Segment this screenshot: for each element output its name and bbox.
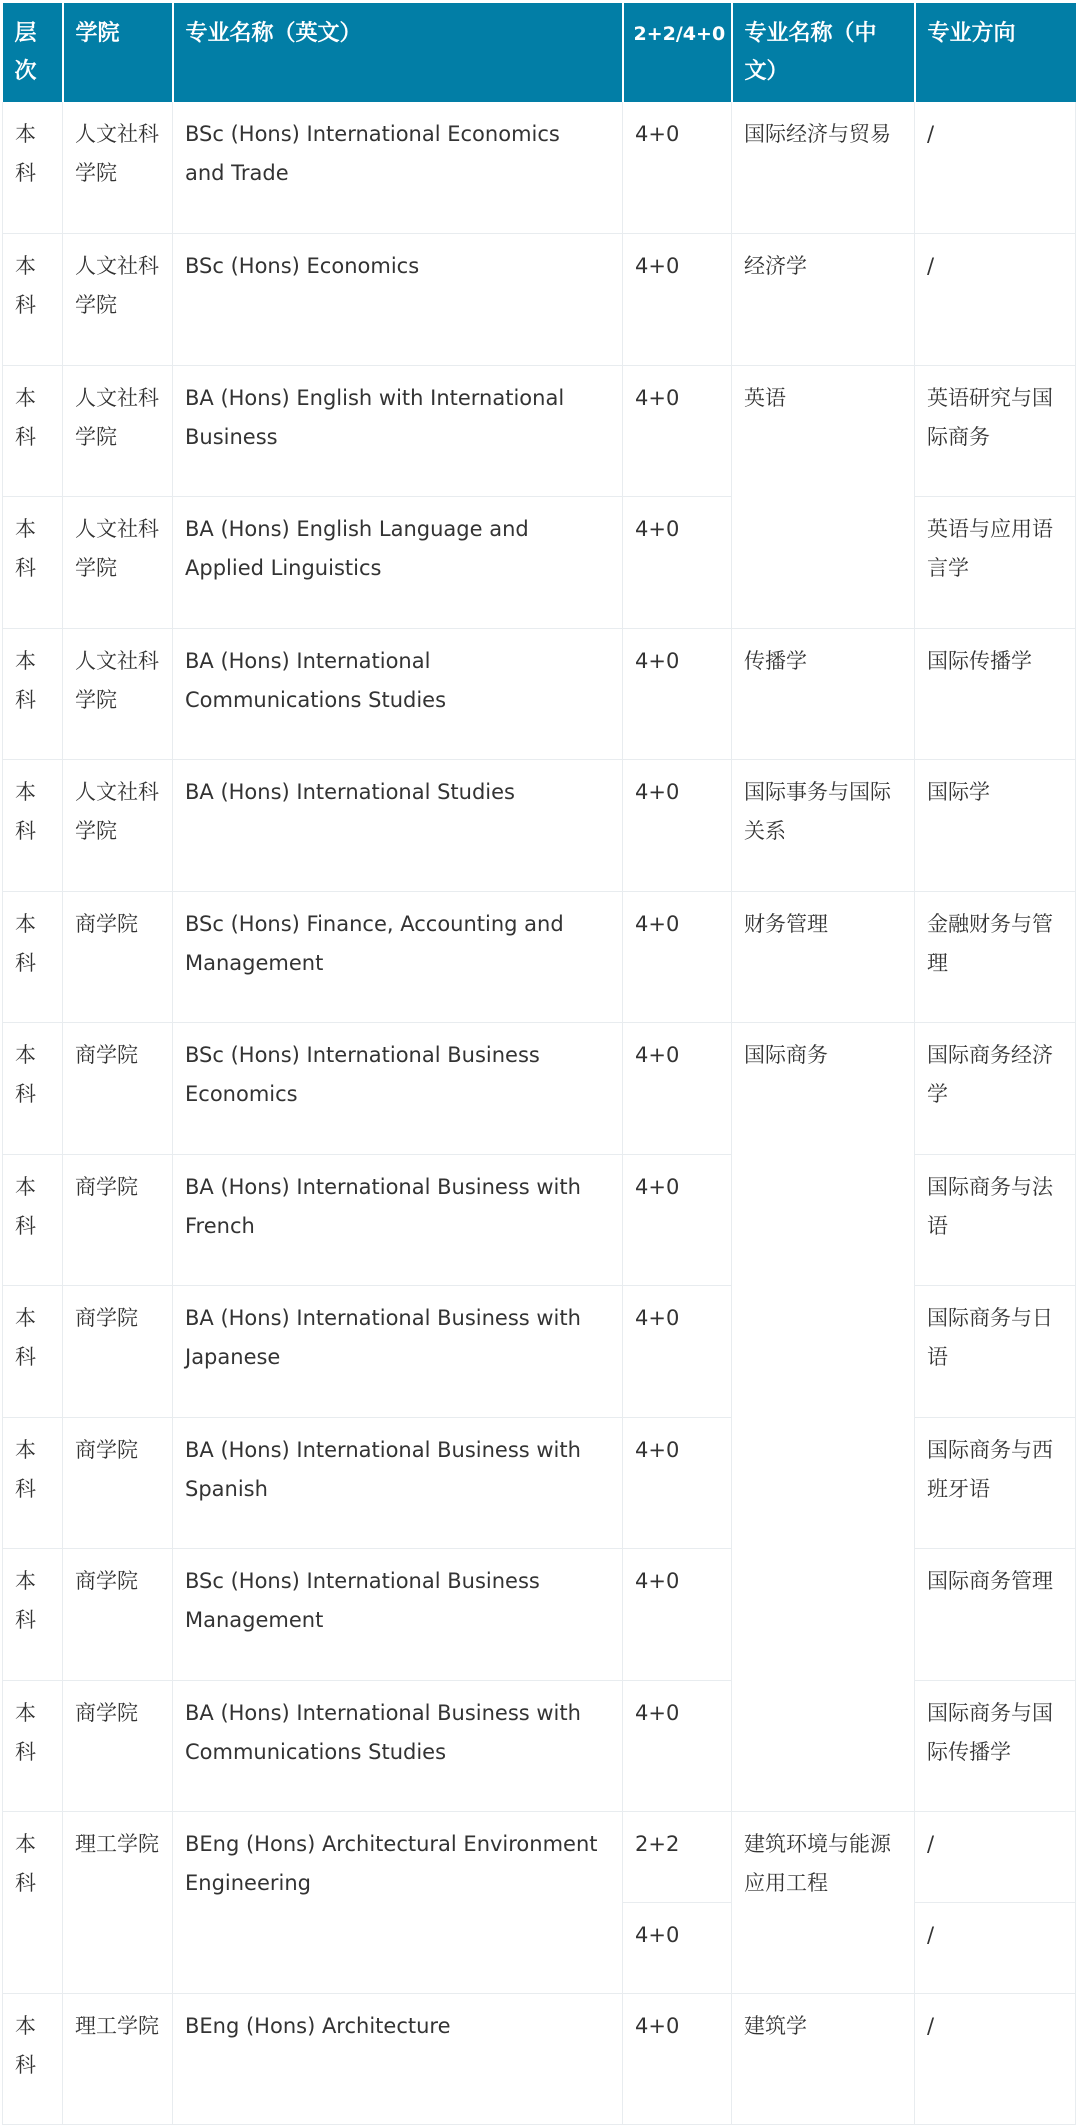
cell-school: 商学院 [63, 1286, 173, 1418]
table-row [3, 234, 1076, 366]
cell-name-en: BA (Hons) International Communications Studies [173, 628, 623, 760]
cell-direction: 国际商务与日语 [915, 1286, 1076, 1418]
cell-name-cn: 建筑学 [732, 1994, 915, 2125]
table-header [3, 3, 1076, 102]
header-direction: 专业方向 [915, 3, 1076, 102]
cell-mode: 4+0 [623, 1286, 732, 1418]
cell-direction: 金融财务与管理 [915, 891, 1076, 1023]
cell-direction: / [915, 1903, 1076, 1994]
cell-level: 本科 [3, 891, 63, 1023]
cell-level: 本科 [3, 1286, 63, 1418]
header-name-cn: 专业名称（中文） [732, 3, 915, 102]
table-row [3, 1680, 1076, 1812]
cell-mode: 4+0 [623, 891, 732, 1023]
cell-level: 本科 [3, 628, 63, 760]
cell-name-en: BA (Hons) International Business with French [173, 1154, 623, 1286]
cell-name-en: BA (Hons) International Business with Spanish [173, 1417, 623, 1549]
cell-direction: / [915, 1812, 1076, 1903]
cell-name-en: BSc (Hons) International Business Economics [173, 1023, 623, 1155]
programs-table [2, 3, 1076, 2125]
cell-name-cn: 国际商务 [732, 1023, 915, 1812]
cell-level: 本科 [3, 234, 63, 366]
table-row [3, 1023, 1076, 1155]
cell-mode: 4+0 [623, 1417, 732, 1549]
cell-level: 本科 [3, 365, 63, 497]
table-row [3, 365, 1076, 497]
cell-level: 本科 [3, 1023, 63, 1155]
cell-mode: 4+0 [623, 1680, 732, 1812]
cell-school: 商学院 [63, 1680, 173, 1812]
cell-direction: 国际商务与法语 [915, 1154, 1076, 1286]
cell-mode: 4+0 [623, 1549, 732, 1681]
cell-school: 商学院 [63, 1417, 173, 1549]
cell-school: 人文社科学院 [63, 497, 173, 629]
cell-name-cn: 国际事务与国际关系 [732, 760, 915, 892]
table-row [3, 1417, 1076, 1549]
cell-mode: 4+0 [623, 1023, 732, 1155]
cell-mode: 4+0 [623, 1903, 732, 1994]
cell-school: 商学院 [63, 891, 173, 1023]
cell-mode: 4+0 [623, 365, 732, 497]
cell-school: 人文社科学院 [63, 234, 173, 366]
cell-name-en: BA (Hons) English Language and Applied Linguistics [173, 497, 623, 629]
cell-level: 本科 [3, 1680, 63, 1812]
cell-school: 人文社科学院 [63, 365, 173, 497]
cell-direction: / [915, 102, 1076, 234]
cell-school: 人文社科学院 [63, 628, 173, 760]
cell-name-cn: 财务管理 [732, 891, 915, 1023]
cell-mode: 4+0 [623, 102, 732, 234]
table-row [3, 1812, 1076, 1903]
header-school: 学院 [63, 3, 173, 102]
table-row [3, 891, 1076, 1023]
cell-level: 本科 [3, 1154, 63, 1286]
cell-name-en: BSc (Hons) Economics [173, 234, 623, 366]
cell-school: 商学院 [63, 1154, 173, 1286]
cell-name-en: BA (Hons) International Business with Japanese [173, 1286, 623, 1418]
cell-name-cn: 英语 [732, 365, 915, 628]
table-row [3, 1286, 1076, 1418]
cell-mode: 4+0 [623, 1154, 732, 1286]
cell-mode: 4+0 [623, 760, 732, 892]
cell-direction: 英语研究与国际商务 [915, 365, 1076, 497]
table-row [3, 1994, 1076, 2125]
cell-mode: 4+0 [623, 497, 732, 629]
cell-name-cn: 传播学 [732, 628, 915, 760]
table-row [3, 102, 1076, 234]
table-body [3, 102, 1076, 2125]
cell-direction: 英语与应用语言学 [915, 497, 1076, 629]
table-row [3, 760, 1076, 892]
cell-name-en: BSc (Hons) International Economics and Trade [173, 102, 623, 234]
cell-name-en: BA (Hons) English with International Business [173, 365, 623, 497]
table-row [3, 1549, 1076, 1681]
cell-direction: / [915, 1994, 1076, 2125]
cell-school: 理工学院 [63, 1994, 173, 2125]
cell-school: 商学院 [63, 1549, 173, 1681]
cell-direction: 国际商务与西班牙语 [915, 1417, 1076, 1549]
cell-direction: / [915, 234, 1076, 366]
cell-name-cn: 经济学 [732, 234, 915, 366]
cell-direction: 国际商务管理 [915, 1549, 1076, 1681]
cell-level: 本科 [3, 102, 63, 234]
cell-level: 本科 [3, 1417, 63, 1549]
cell-school: 人文社科学院 [63, 760, 173, 892]
table-row [3, 628, 1076, 760]
cell-name-cn: 国际经济与贸易 [732, 102, 915, 234]
cell-level: 本科 [3, 1994, 63, 2125]
cell-name-en: BA (Hons) International Studies [173, 760, 623, 892]
cell-mode: 4+0 [623, 234, 732, 366]
cell-direction: 国际传播学 [915, 628, 1076, 760]
cell-level: 本科 [3, 760, 63, 892]
cell-name-cn: 建筑环境与能源应用工程 [732, 1812, 915, 1994]
cell-level: 本科 [3, 497, 63, 629]
cell-level: 本科 [3, 1549, 63, 1681]
cell-mode: 4+0 [623, 628, 732, 760]
cell-school: 理工学院 [63, 1812, 173, 1994]
cell-level: 本科 [3, 1812, 63, 1994]
cell-name-en: BEng (Hons) Architectural Environment Engineering [173, 1812, 623, 1994]
cell-direction: 国际商务经济学 [915, 1023, 1076, 1155]
cell-name-en: BSc (Hons) International Business Management [173, 1549, 623, 1681]
cell-direction: 国际商务与国际传播学 [915, 1680, 1076, 1812]
cell-name-en: BEng (Hons) Architecture [173, 1994, 623, 2125]
cell-mode: 2+2 [623, 1812, 732, 1903]
cell-school: 商学院 [63, 1023, 173, 1155]
table-row [3, 1154, 1076, 1286]
table-row [3, 497, 1076, 629]
header-level: 层次 [3, 3, 63, 102]
cell-name-en: BA (Hons) International Business with Communications Studies [173, 1680, 623, 1812]
cell-direction: 国际学 [915, 760, 1076, 892]
cell-name-en: BSc (Hons) Finance, Accounting and Management [173, 891, 623, 1023]
cell-mode: 4+0 [623, 1994, 732, 2125]
header-name-en: 专业名称（英文） [173, 3, 623, 102]
cell-school: 人文社科学院 [63, 102, 173, 234]
header-mode: 2+2/4+0 [623, 3, 732, 102]
